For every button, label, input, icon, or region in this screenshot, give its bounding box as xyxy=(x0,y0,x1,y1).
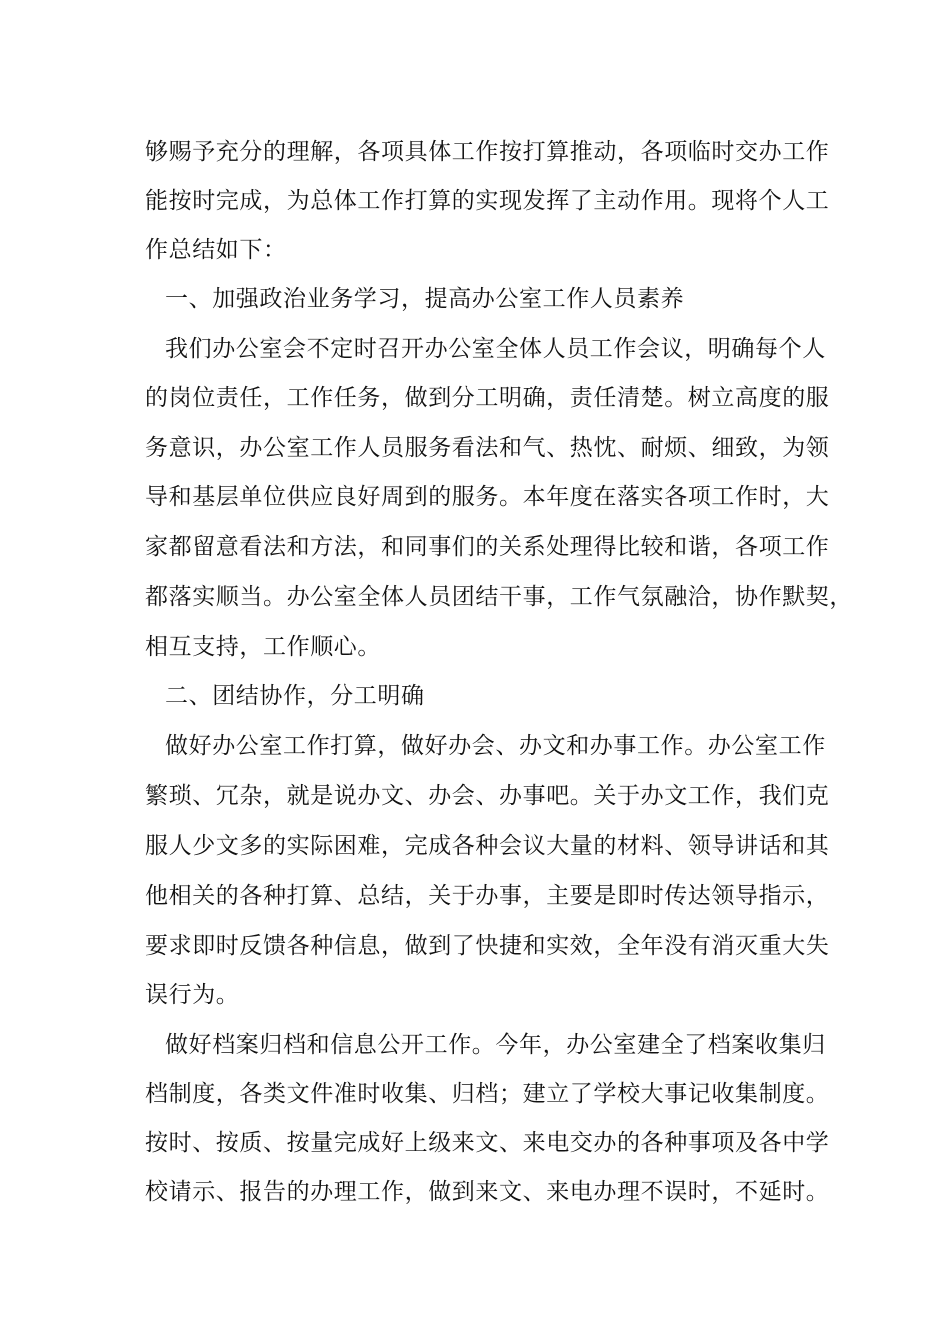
paragraph-line: 按时、按质、按量完成好上级来文、来电交办的各种事项及各中学 xyxy=(145,1130,830,1156)
paragraph-line: 相互支持，工作顺心。 xyxy=(145,634,381,660)
paragraph-line: 作总结如下： xyxy=(145,237,287,263)
paragraph-line: 导和基层单位供应良好周到的服务。本年度在落实各项工作时，大 xyxy=(145,484,830,510)
paragraph-line: 务意识，办公室工作人员服务看法和气、热忱、耐烦、细致，为领 xyxy=(145,435,830,461)
paragraph-line: 家都留意看法和方法，和同事们的关系处理得比较和谐，各项工作 xyxy=(145,534,830,560)
paragraph-line: 做好办公室工作打算，做好办会、办文和办事工作。办公室工作 xyxy=(165,733,826,759)
paragraph-line: 的岗位责任，工作任务，做到分工明确，责任清楚。树立高度的服 xyxy=(145,385,830,411)
paragraph-line: 误行为。 xyxy=(145,982,240,1008)
paragraph-line: 都落实顺当。办公室全体人员团结干事，工作气氛融洽，协作默契， xyxy=(145,584,853,610)
paragraph-line: 他相关的各种打算、总结，关于办事，主要是即时传达领导指示， xyxy=(145,883,830,909)
section-heading: 一、加强政治业务学习，提高办公室工作人员素养 xyxy=(165,286,685,312)
paragraph-line: 校请示、报告的办理工作，做到来文、来电办理不误时，不延时。 xyxy=(145,1179,830,1205)
paragraph-line: 服人少文多的实际困难，完成各种会议大量的材料、领导讲话和其 xyxy=(145,833,830,859)
paragraph-line: 能按时完成，为总体工作打算的实现发挥了主动作用。现将个人工 xyxy=(145,188,830,214)
section-heading: 二、团结协作，分工明确 xyxy=(165,683,425,709)
paragraph-line: 要求即时反馈各种信息，做到了快捷和实效，全年没有消灭重大失 xyxy=(145,933,830,959)
paragraph-line: 档制度，各类文件准时收集、归档；建立了学校大事记收集制度。 xyxy=(145,1081,830,1107)
paragraph-line: 我们办公室会不定时召开办公室全体人员工作会议，明确每个人 xyxy=(165,336,826,362)
paragraph-line: 够赐予充分的理解，各项具体工作按打算推动，各项临时交办工作 xyxy=(145,139,830,165)
paragraph-line: 做好档案归档和信息公开工作。今年，办公室建全了档案收集归 xyxy=(165,1032,826,1058)
paragraph-line: 繁琐、冗杂，就是说办文、办会、办事吧。关于办文工作，我们克 xyxy=(145,783,830,809)
